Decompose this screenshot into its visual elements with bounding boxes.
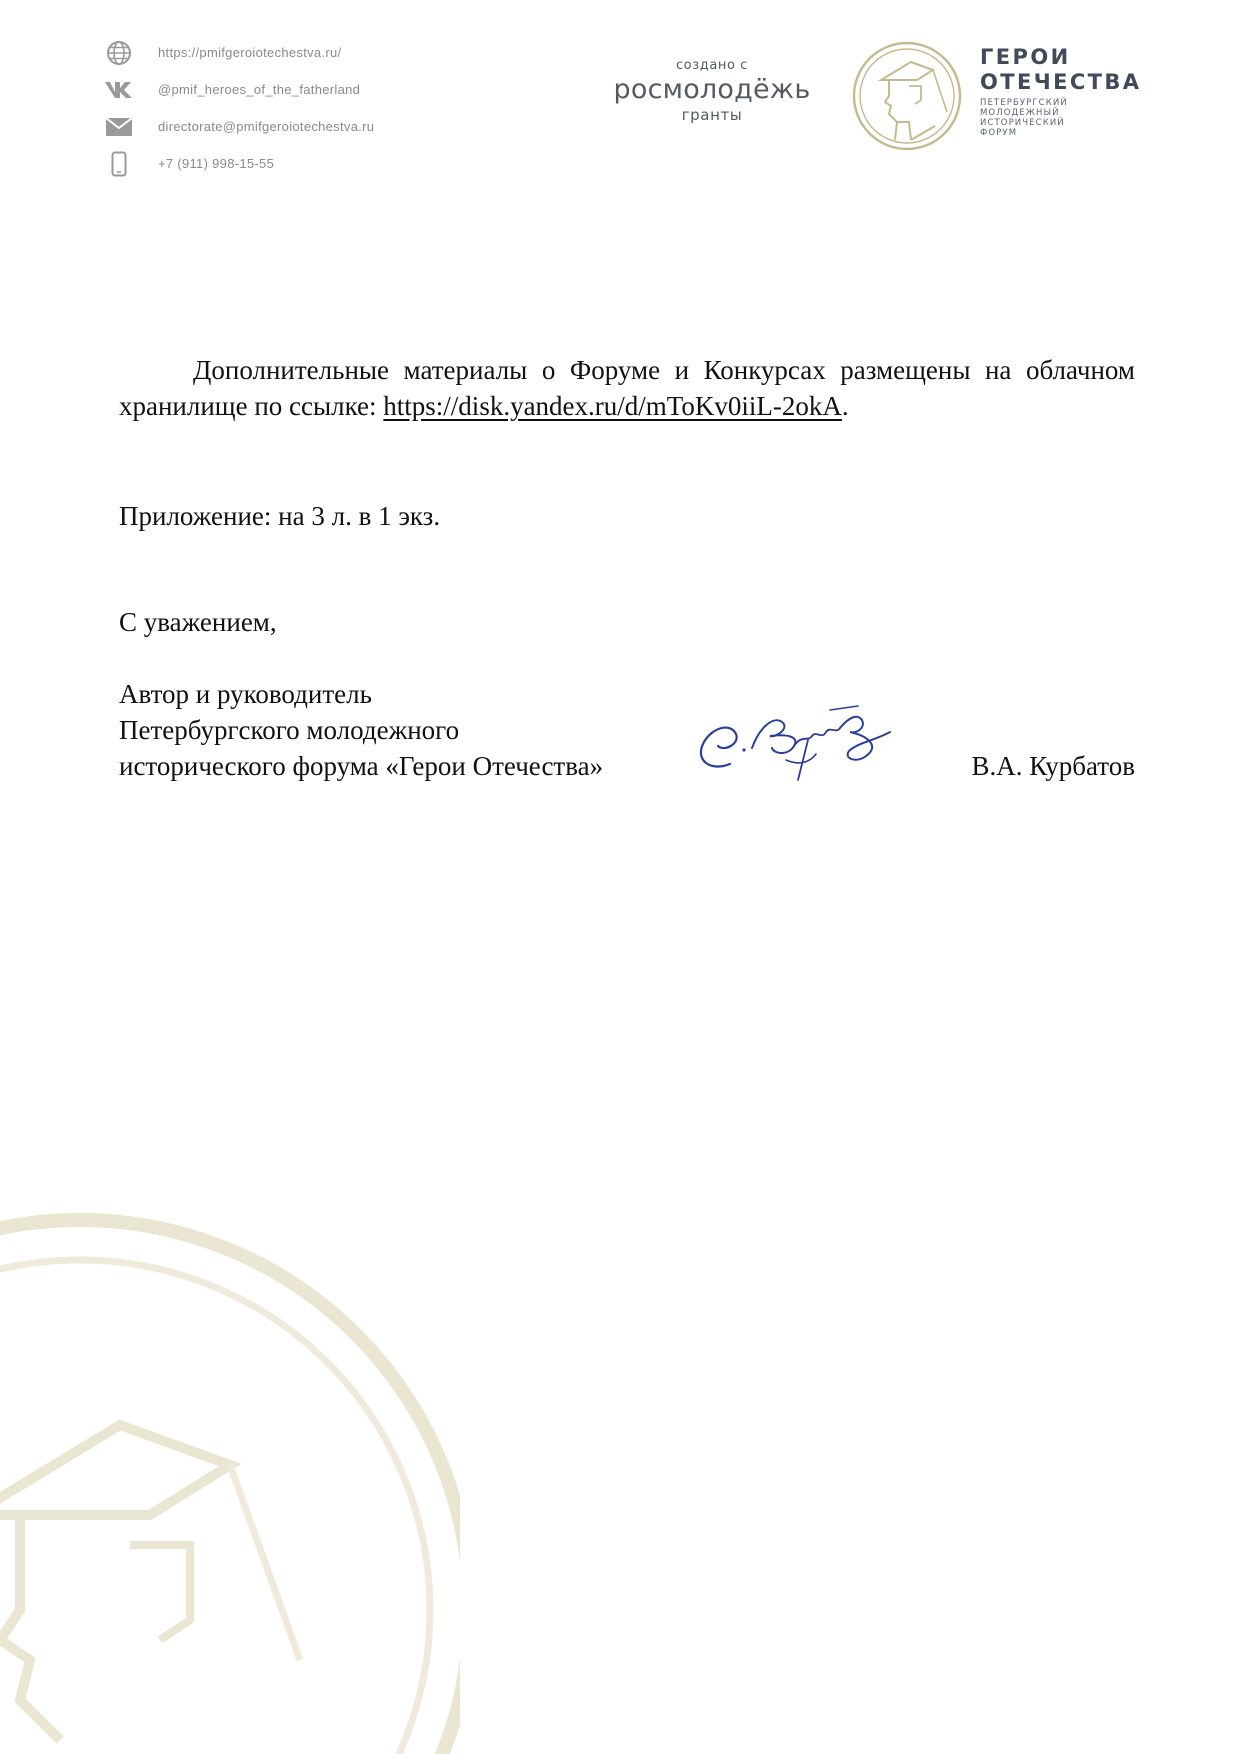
attachment-note: Приложение: на 3 л. в 1 экз. xyxy=(119,501,441,531)
heroes-logo-line2: ОТЕЧЕСТВА xyxy=(980,70,1142,94)
signatory-title-line: Автор и руководитель xyxy=(119,679,372,709)
globe-icon xyxy=(104,38,134,68)
emblem-watermark-icon xyxy=(0,1180,460,1754)
contact-email xyxy=(104,108,464,145)
contact-website xyxy=(104,34,464,71)
heroes-logo xyxy=(980,45,1141,138)
phone-icon xyxy=(104,149,134,179)
heroes-sub-line: ПЕТЕРБУРГСКИЙ xyxy=(980,98,1068,108)
heroes-sub-line: ФОРУМ xyxy=(980,128,1018,138)
heroes-sub-line: МОЛОДЕЖНЫЙ xyxy=(980,108,1060,118)
rosmolodezh-bottom: гранты xyxy=(681,106,743,124)
website-link[interactable]: https://pmifgeroiotechestva.ru/ xyxy=(158,45,342,60)
rosmolodezh-top: создано с xyxy=(675,58,749,73)
contact-vk xyxy=(104,71,464,108)
signatory-title-line: Петербургского молодежного xyxy=(119,715,460,745)
paragraph-materials-end: . xyxy=(841,391,849,421)
signatory-title xyxy=(119,676,603,784)
paragraph-materials xyxy=(119,352,1135,424)
signer-name: В.А. Курбатов xyxy=(971,751,1135,781)
mail-icon xyxy=(104,112,134,142)
heroes-sub-line: ИСТОРИЧЕСКИЙ xyxy=(980,118,1065,128)
vk-icon xyxy=(104,75,134,105)
heroes-logo-line1: ГЕРОИ xyxy=(980,45,1071,69)
contacts-block xyxy=(104,34,464,182)
rosmolodezh-main: росмолодёжь xyxy=(613,74,811,105)
heroes-logo-sub xyxy=(980,98,1141,138)
vk-link[interactable]: @pmif_heroes_of_the_fatherland xyxy=(158,82,361,97)
heroes-emblem-icon xyxy=(851,40,963,152)
paragraph-materials-text: Дополнительные материалы о Форуме и Конкурсах размещены на облачном хранилище по ссылке: xyxy=(119,355,1135,421)
regards-line: С уважением, xyxy=(119,607,277,637)
contact-phone xyxy=(104,145,464,182)
handwritten-signature xyxy=(690,676,910,796)
email-link[interactable]: directorate@pmifgeroiotechestva.ru xyxy=(158,119,375,134)
phone-number[interactable]: +7 (911) 998-15-55 xyxy=(158,156,275,171)
signatory-title-line: исторического форума «Герои Отечества» xyxy=(119,751,604,781)
rosmolodezh-logo xyxy=(592,58,832,124)
yandex-disk-link[interactable]: https://disk.yandex.ru/d/mToKv0iiL-2okA xyxy=(383,391,842,421)
